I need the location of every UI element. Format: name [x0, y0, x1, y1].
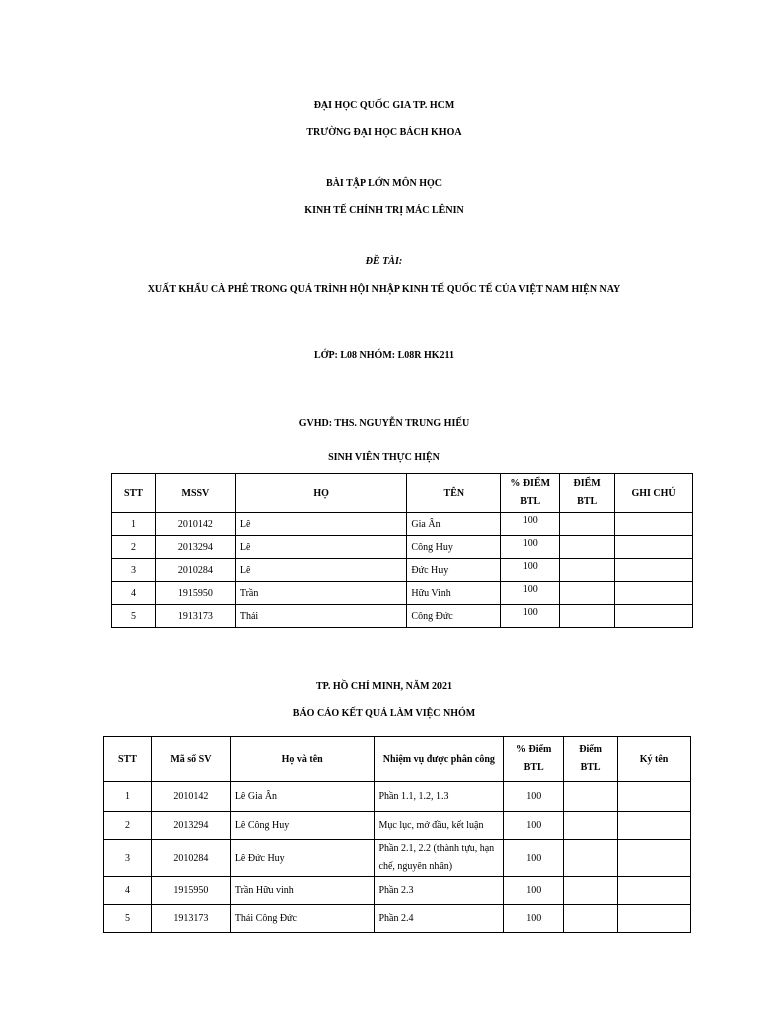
table-row — [112, 605, 693, 628]
cell-pct: 100 — [504, 782, 564, 812]
header-pct-score-line2: BTL — [520, 496, 541, 507]
cell-maso: 2013294 — [151, 812, 230, 840]
cell-kyten — [618, 905, 691, 933]
header-score-line1: Điểm — [579, 744, 602, 755]
students-heading: SINH VIÊN THỰC HIỆN — [328, 452, 440, 463]
cell-stt: 1 — [112, 513, 156, 536]
report-title: BÁO CÁO KẾT QUẢ LÀM VIỆC NHÓM — [292, 708, 476, 719]
header-mssv: MSSV — [155, 474, 235, 513]
cell-hoten: Thái Công Đức — [230, 905, 374, 933]
cell-ghichu — [615, 582, 693, 605]
task-line1: Phần 2.4 — [378, 913, 414, 924]
cell-diem — [560, 536, 615, 559]
cell-mssv: 1913173 — [155, 605, 235, 628]
cell-ghichu — [615, 605, 693, 628]
university-name: ĐẠI HỌC QUỐC GIA TP. HCM — [313, 100, 455, 111]
assignment-title: BÀI TẬP LỚN MÔN HỌC — [326, 178, 442, 189]
cell-maso: 1915950 — [151, 877, 230, 905]
table-row — [104, 812, 691, 840]
cell-maso: 2010284 — [151, 840, 230, 877]
header-pct-score-line2: BTL — [523, 762, 544, 773]
cell-stt: 2 — [104, 812, 152, 840]
cell-maso: 1913173 — [151, 905, 230, 933]
cell-hoten: Lê Đức Huy — [230, 840, 374, 877]
table-row — [112, 559, 693, 582]
cell-diem — [564, 782, 618, 812]
cell-pct: 100 — [501, 536, 560, 559]
header-maso: Mã số SV — [151, 737, 230, 782]
cell-stt: 4 — [112, 582, 156, 605]
header-score-line1: ĐIỂM — [573, 478, 601, 489]
cell-ghichu — [615, 559, 693, 582]
task-line1: Phần 1.1, 1.2, 1.3 — [378, 791, 449, 802]
report-table-header — [104, 737, 691, 782]
header-score — [560, 474, 615, 513]
table-row — [104, 877, 691, 905]
cell-mssv: 2013294 — [155, 536, 235, 559]
cell-stt: 4 — [104, 877, 152, 905]
cell-mssv: 2010142 — [155, 513, 235, 536]
cell-ten: Công Huy — [407, 536, 501, 559]
header-ghichu: GHI CHÚ — [615, 474, 693, 513]
cell-diem — [560, 559, 615, 582]
students-table — [111, 473, 693, 628]
cell-pct: 100 — [504, 812, 564, 840]
cell-nhiemvu — [374, 877, 504, 905]
cell-hoten: Lê Công Huy — [230, 812, 374, 840]
cell-pct: 100 — [501, 605, 560, 628]
table-row — [104, 905, 691, 933]
table-row — [112, 513, 693, 536]
cell-ten: Công Đức — [407, 605, 501, 628]
cell-ho: Thái — [235, 605, 407, 628]
cell-kyten — [618, 782, 691, 812]
cell-nhiemvu — [374, 905, 504, 933]
cell-ten: Hữu Vinh — [407, 582, 501, 605]
cell-ten: Gia Ân — [407, 513, 501, 536]
cell-nhiemvu — [374, 782, 504, 812]
class-info: LỚP: L08 NHÓM: L08R HK211 — [314, 350, 454, 361]
cell-diem — [560, 513, 615, 536]
students-table-header — [112, 474, 693, 513]
header-pct-score-line1: % ĐIỂM — [510, 478, 551, 489]
cell-pct: 100 — [501, 559, 560, 582]
course-name: KINH TẾ CHÍNH TRỊ MÁC LÊNIN — [304, 205, 464, 216]
cell-diem — [560, 605, 615, 628]
cell-ghichu — [615, 513, 693, 536]
cell-kyten — [618, 840, 691, 877]
topic-label: ĐỀ TÀI: — [365, 256, 403, 267]
table-row — [112, 582, 693, 605]
cell-ho: Trần — [235, 582, 407, 605]
task-line1: Phần 2.1, 2.2 (thành tựu, hạn — [378, 843, 495, 854]
cell-nhiemvu — [374, 812, 504, 840]
cell-ho: Lê — [235, 559, 407, 582]
cell-kyten — [618, 877, 691, 905]
cell-stt: 2 — [112, 536, 156, 559]
cell-ghichu — [615, 536, 693, 559]
cell-mssv: 2010284 — [155, 559, 235, 582]
header-hoten: Họ và tên — [230, 737, 374, 782]
cell-pct: 100 — [504, 905, 564, 933]
task-line1: Mục lục, mở đầu, kết luận — [378, 820, 484, 831]
header-stt: STT — [104, 737, 152, 782]
cell-pct: 100 — [504, 877, 564, 905]
place-date: TP. HỒ CHÍ MINH, NĂM 2021 — [315, 681, 453, 692]
header-pct-score-line1: % Điểm — [516, 744, 552, 755]
cell-stt: 1 — [104, 782, 152, 812]
cell-diem — [564, 905, 618, 933]
task-line1: Phần 2.3 — [378, 885, 414, 896]
header-nhiemvu: Nhiệm vụ được phân công — [374, 737, 504, 782]
header-pct-score — [501, 474, 560, 513]
header-ten: TÊN — [407, 474, 501, 513]
cell-ho: Lê — [235, 536, 407, 559]
table-row — [104, 782, 691, 812]
cell-diem — [560, 582, 615, 605]
header-ho: HỌ — [235, 474, 407, 513]
task-line2: chế, nguyên nhân) — [378, 861, 453, 872]
cell-maso: 2010142 — [151, 782, 230, 812]
report-table — [103, 736, 691, 933]
cell-stt: 5 — [104, 905, 152, 933]
topic-title: XUẤT KHẨU CÀ PHÊ TRONG QUÁ TRÌNH HỘI NHẬP KINH TẾ QUỐC TẾ CỦA VIỆT NAM HIỆN NAY — [147, 284, 621, 295]
cell-nhiemvu — [374, 840, 504, 877]
cell-pct: 100 — [501, 582, 560, 605]
table-row — [112, 536, 693, 559]
header-score — [564, 737, 618, 782]
cell-mssv: 1915950 — [155, 582, 235, 605]
header-score-line2: BTL — [580, 762, 601, 773]
header-kyten: Ký tên — [618, 737, 691, 782]
cell-ho: Lê — [235, 513, 407, 536]
cell-hoten: Lê Gia Ân — [230, 782, 374, 812]
header-score-line2: BTL — [577, 496, 598, 507]
table-row — [104, 840, 691, 877]
cell-kyten — [618, 812, 691, 840]
cell-stt: 3 — [104, 840, 152, 877]
cell-ten: Đức Huy — [407, 559, 501, 582]
school-name: TRƯỜNG ĐẠI HỌC BÁCH KHOA — [306, 127, 462, 138]
advisor-name: GVHD: THS. NGUYỄN TRUNG HIẾU — [298, 418, 470, 429]
cell-stt: 3 — [112, 559, 156, 582]
cell-stt: 5 — [112, 605, 156, 628]
cell-diem — [564, 840, 618, 877]
cell-diem — [564, 877, 618, 905]
cell-diem — [564, 812, 618, 840]
cell-pct: 100 — [501, 513, 560, 536]
cell-pct: 100 — [504, 840, 564, 877]
header-pct-score — [504, 737, 564, 782]
header-stt: STT — [112, 474, 156, 513]
cell-hoten: Trần Hữu vinh — [230, 877, 374, 905]
